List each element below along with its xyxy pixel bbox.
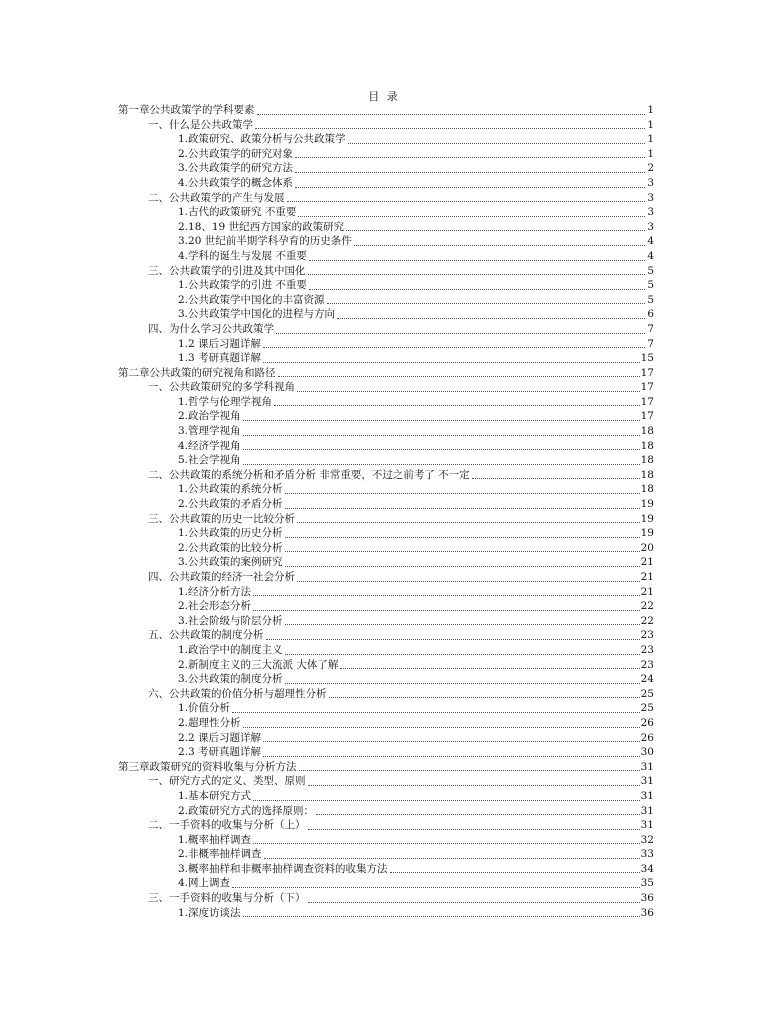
toc-entry-text: 1.政策研究、政策分析与公共政策学 <box>178 133 346 146</box>
toc-entry-text: 六、公共政策的价值分析与超理性分析 <box>148 687 327 700</box>
dot-leader <box>327 303 645 304</box>
dot-leader <box>285 566 640 567</box>
toc-subsection-entry[interactable] <box>118 424 654 439</box>
dot-leader <box>309 289 645 290</box>
toc-page-number: 24 <box>640 673 654 686</box>
dot-leader <box>337 318 645 319</box>
toc-entry-text: 二、公共政策的系统分析和矛盾分析 非常重要，不过之前考了 不一定 <box>148 468 470 481</box>
dot-leader <box>297 391 640 392</box>
toc-subsection-entry[interactable] <box>118 307 654 322</box>
toc-page-number: 2 <box>647 162 654 175</box>
dot-leader <box>297 581 640 582</box>
toc-page-number: 17 <box>640 410 654 423</box>
dot-leader <box>308 902 640 903</box>
toc-subsection-entry[interactable] <box>118 614 654 629</box>
toc-page-number: 31 <box>640 804 654 817</box>
toc-page-number: 20 <box>640 541 654 554</box>
toc-section-entry[interactable] <box>118 191 654 206</box>
toc-entry-text: 2.公共政策学中国化的丰富资源 <box>178 293 325 306</box>
toc-subsection-entry[interactable] <box>118 249 654 264</box>
dot-leader <box>274 405 640 406</box>
toc-subsection-entry[interactable] <box>118 541 654 556</box>
toc-subsection-entry[interactable] <box>118 745 654 760</box>
dot-leader <box>309 260 645 261</box>
toc-entry-text: 2.政策研究方式的选择原则： <box>178 804 315 817</box>
toc-section-entry[interactable] <box>118 264 654 279</box>
toc-entry-text: 2.公共政策的矛盾分析 <box>178 498 283 511</box>
toc-entry-text: 3.公共政策的制度分析 <box>178 673 283 686</box>
dot-leader <box>472 478 640 479</box>
toc-entry-text: 一、公共政策研究的多学科视角 <box>148 381 295 394</box>
toc-page-number: 18 <box>640 468 654 481</box>
toc-entry-text: 一、什么是公共政策学 <box>148 118 253 131</box>
dot-leader <box>266 639 640 640</box>
toc-subsection-entry[interactable] <box>118 132 654 147</box>
toc-entry-text: 3.社会阶级与阶层分析 <box>178 614 283 627</box>
toc-page-number: 17 <box>640 395 654 408</box>
dot-leader <box>308 274 646 275</box>
toc-entry-text: 1.基本研究方式 <box>178 789 252 802</box>
toc-page-number: 3 <box>647 206 654 219</box>
toc-page-number: 31 <box>640 760 654 773</box>
toc-page-number: 3 <box>647 220 654 233</box>
toc-subsection-entry[interactable] <box>118 395 654 410</box>
dot-leader <box>243 727 640 728</box>
toc-page-number: 33 <box>640 848 654 861</box>
toc-section-entry[interactable] <box>118 322 654 337</box>
toc-entry-text: 2.2 课后习题详解 <box>178 731 262 744</box>
toc-entry-text: 2.3 考研真题详解 <box>178 746 262 759</box>
toc-page-number: 6 <box>647 308 654 321</box>
toc-page-number: 4 <box>647 235 654 248</box>
toc-entry-text: 一、研究方式的定义、类型、原则 <box>148 775 306 788</box>
toc-subsection-entry[interactable] <box>118 906 654 921</box>
toc-entry-text: 5.社会学视角 <box>178 454 241 467</box>
toc-section-entry[interactable] <box>118 628 654 643</box>
toc-entry-text: 3.管理学视角 <box>178 425 241 438</box>
toc-subsection-entry[interactable] <box>118 497 654 512</box>
toc-page-number: 25 <box>640 702 654 715</box>
toc-page-number: 26 <box>640 716 654 729</box>
dot-leader <box>255 128 645 129</box>
toc-entry-text: 3.公共政策学中国化的进程与方向 <box>178 308 336 321</box>
toc-section-entry[interactable] <box>118 818 654 833</box>
toc-section-entry[interactable] <box>118 774 654 789</box>
toc-page-number: 23 <box>640 643 654 656</box>
toc-subsection-entry[interactable] <box>118 526 654 541</box>
toc-entry-text: 第二章公共政策的研究视角和路径 <box>118 366 276 379</box>
toc-subsection-entry[interactable] <box>118 672 654 687</box>
dot-leader <box>295 172 645 173</box>
toc-subsection-entry[interactable] <box>118 482 654 497</box>
dot-leader <box>287 201 646 202</box>
dot-leader <box>354 245 645 246</box>
toc-subsection-entry[interactable] <box>118 409 654 424</box>
toc-subsection-entry[interactable] <box>118 789 654 804</box>
toc-page-number: 19 <box>640 527 654 540</box>
toc-subsection-entry[interactable] <box>118 439 654 454</box>
dot-leader <box>329 697 640 698</box>
dot-leader <box>253 800 640 801</box>
toc-title: 目 录 <box>368 90 400 103</box>
toc-page-number: 18 <box>640 439 654 452</box>
toc-entry-text: 1.政治学中的制度主义 <box>178 643 283 656</box>
toc-subsection-entry[interactable] <box>118 176 654 191</box>
toc-entry-text: 3.公共政策学的研究方法 <box>178 162 294 175</box>
dot-leader <box>253 843 640 844</box>
toc-entry-text: 2.社会形态分析 <box>178 600 252 613</box>
toc-section-entry[interactable] <box>118 380 654 395</box>
toc-subsection-entry[interactable] <box>118 804 654 819</box>
toc-page-number: 17 <box>640 381 654 394</box>
toc-subsection-entry[interactable] <box>118 161 654 176</box>
toc-entry-text: 4.经济学视角 <box>178 439 241 452</box>
toc-page-number: 35 <box>640 877 654 890</box>
toc-entry-text: 1.公共政策的系统分析 <box>178 483 283 496</box>
toc-page-number: 15 <box>640 352 654 365</box>
toc-entry-text: 4.公共政策学的概念体系 <box>178 176 294 189</box>
toc-page-number: 1 <box>647 147 654 160</box>
dot-leader <box>346 230 645 231</box>
toc-page-number: 22 <box>640 600 654 613</box>
toc-entry-text: 1.3 考研真题详解 <box>178 352 262 365</box>
toc-page-number: 23 <box>640 629 654 642</box>
dot-leader <box>263 362 640 363</box>
toc-page-number: 18 <box>640 425 654 438</box>
toc-chapter-entry[interactable] <box>118 366 654 381</box>
toc-page-number: 22 <box>640 614 654 627</box>
dot-leader <box>278 376 640 377</box>
toc-section-entry[interactable] <box>118 570 654 585</box>
toc-subsection-entry[interactable] <box>118 220 654 235</box>
toc-subsection-entry[interactable] <box>118 555 654 570</box>
toc-entry-text: 三、公共政策学的引进及其中国化 <box>148 264 306 277</box>
toc-page-number: 26 <box>640 731 654 744</box>
toc-page-number: 21 <box>640 571 654 583</box>
dot-leader <box>253 595 640 596</box>
toc-page-number: 31 <box>640 819 654 832</box>
dot-leader <box>243 464 640 465</box>
toc-page-number: 32 <box>640 833 654 846</box>
toc-section-entry[interactable] <box>118 468 654 483</box>
dot-leader <box>285 654 640 655</box>
dot-leader <box>299 770 640 771</box>
toc-entry-text: 3.20 世纪前半期学科孕育的历史条件 <box>178 235 352 248</box>
table-of-contents <box>118 103 654 920</box>
toc-chapter-entry[interactable] <box>118 103 654 118</box>
dot-leader <box>285 624 640 625</box>
toc-subsection-entry[interactable] <box>118 205 654 220</box>
toc-entry-text: 三、一手资料的收集与分析（下） <box>148 892 306 905</box>
dot-leader <box>263 756 640 757</box>
toc-entry-text: 1.深度访谈法 <box>178 906 241 919</box>
toc-page-number: 18 <box>640 483 654 496</box>
toc-entry-text: 1.2 课后习题详解 <box>178 337 262 350</box>
dot-leader <box>285 508 640 509</box>
toc-subsection-entry[interactable] <box>118 337 654 352</box>
toc-page-number: 25 <box>640 687 654 700</box>
dot-leader <box>263 347 645 348</box>
toc-page-number: 5 <box>647 279 654 292</box>
toc-page-number: 23 <box>640 658 654 671</box>
toc-section-entry[interactable] <box>118 118 654 133</box>
toc-page-number: 5 <box>647 264 654 277</box>
toc-page-number: 19 <box>640 512 654 525</box>
toc-entry-text: 4.学科的诞生与发展 不重要 <box>178 249 307 262</box>
dot-leader <box>243 916 640 917</box>
toc-page-number: 1 <box>647 118 654 131</box>
toc-entry-text: 4.网上调查 <box>178 877 231 890</box>
toc-page-number: 7 <box>647 322 654 335</box>
toc-entry-text: 2.政治学视角 <box>178 410 241 423</box>
toc-subsection-entry[interactable] <box>118 234 654 249</box>
dot-leader <box>276 333 645 334</box>
toc-subsection-entry[interactable] <box>118 731 654 746</box>
toc-subsection-entry[interactable] <box>118 278 654 293</box>
dot-leader <box>348 143 645 144</box>
dot-leader <box>232 887 640 888</box>
toc-subsection-entry[interactable] <box>118 293 654 308</box>
toc-entry-text: 1.概率抽样调查 <box>178 833 252 846</box>
dot-leader <box>257 114 646 115</box>
toc-page-number: 3 <box>647 191 654 204</box>
dot-leader <box>264 858 640 859</box>
toc-page-number: 36 <box>640 892 654 905</box>
toc-subsection-entry[interactable] <box>118 833 654 848</box>
toc-subsection-entry[interactable] <box>118 862 654 877</box>
toc-page-number: 31 <box>640 775 654 788</box>
toc-subsection-entry[interactable] <box>118 701 654 716</box>
toc-entry-text: 四、为什么学习公共政策学 <box>148 322 274 335</box>
toc-entry-text: 二、一手资料的收集与分析（上） <box>148 819 306 832</box>
toc-chapter-entry[interactable] <box>118 760 654 775</box>
dot-leader <box>295 187 645 188</box>
toc-page-number: 1 <box>647 104 654 116</box>
dot-leader <box>390 872 640 873</box>
toc-page-number: 30 <box>640 746 654 759</box>
toc-page-number: 1 <box>647 133 654 146</box>
toc-entry-text: 二、公共政策学的产生与发展 <box>148 191 285 204</box>
toc-subsection-entry[interactable] <box>118 599 654 614</box>
dot-leader <box>295 157 645 158</box>
toc-entry-text: 2.新制度主义的三大流派 大体了解 <box>178 658 339 671</box>
dot-leader <box>297 522 640 523</box>
toc-entry-text: 五、公共政策的制度分析 <box>148 629 264 642</box>
toc-page-number: 21 <box>640 556 654 569</box>
toc-page-number: 18 <box>640 454 654 467</box>
dot-leader <box>232 712 640 713</box>
toc-subsection-entry[interactable] <box>118 716 654 731</box>
toc-entry-text: 1.价值分析 <box>178 702 231 715</box>
toc-section-entry[interactable] <box>118 687 654 702</box>
toc-entry-text: 2.公共政策学的研究对象 <box>178 147 294 160</box>
toc-subsection-entry[interactable] <box>118 453 654 468</box>
toc-entry-text: 1.古代的政策研究 不重要 <box>178 206 297 219</box>
toc-subsection-entry[interactable] <box>118 658 654 673</box>
toc-entry-text: 第三章政策研究的资料收集与分析方法 <box>118 760 297 773</box>
dot-leader <box>253 610 640 611</box>
toc-entry-text: 2.非概率抽样调查 <box>178 848 262 861</box>
dot-leader <box>285 493 640 494</box>
toc-entry-text: 1.公共政策学的引进 不重要 <box>178 279 307 292</box>
toc-entry-text: 四、公共政策的经济一社会分析 <box>148 571 295 583</box>
toc-subsection-entry[interactable] <box>118 585 654 600</box>
dot-leader <box>243 449 640 450</box>
toc-subsection-entry[interactable] <box>118 643 654 658</box>
dot-leader <box>285 551 640 552</box>
toc-entry-text: 1.经济分析方法 <box>178 585 252 598</box>
toc-entry-text: 3.概率抽样和非概率抽样调查资料的收集方法 <box>178 862 388 875</box>
dot-leader <box>285 537 640 538</box>
toc-entry-text: 1.公共政策的历史分析 <box>178 527 283 540</box>
dot-leader <box>298 216 645 217</box>
toc-entry-text: 三、公共政策的历史一比较分析 <box>148 512 295 525</box>
toc-entry-text: 3.公共政策的案例研究 <box>178 556 283 569</box>
toc-entry-text: 2.公共政策的比较分析 <box>178 541 283 554</box>
toc-entry-text: 第一章公共政策学的学科要素 <box>118 104 255 116</box>
toc-page-number: 17 <box>640 366 654 379</box>
toc-subsection-entry[interactable] <box>118 876 654 891</box>
toc-subsection-entry[interactable] <box>118 351 654 366</box>
toc-subsection-entry[interactable] <box>118 147 654 162</box>
dot-leader <box>243 435 640 436</box>
toc-entry-text: 2.18、19 世纪西方国家的政策研究 <box>178 220 345 233</box>
toc-page-number: 34 <box>640 862 654 875</box>
toc-entry-text: 2.超理性分析 <box>178 716 241 729</box>
toc-section-entry[interactable] <box>118 891 654 906</box>
dot-leader <box>340 668 639 669</box>
dot-leader <box>316 814 640 815</box>
toc-page-number: 19 <box>640 498 654 511</box>
toc-page-number: 21 <box>640 585 654 598</box>
toc-page-number: 31 <box>640 789 654 802</box>
toc-page-number: 3 <box>647 176 654 189</box>
dot-leader <box>243 420 640 421</box>
dot-leader <box>308 785 640 786</box>
toc-page-number: 4 <box>647 249 654 262</box>
toc-section-entry[interactable] <box>118 512 654 527</box>
toc-entry-text: 1.哲学与伦理学视角 <box>178 395 273 408</box>
dot-leader <box>285 683 640 684</box>
dot-leader <box>263 741 640 742</box>
toc-page-number: 5 <box>647 293 654 306</box>
dot-leader <box>308 829 640 830</box>
toc-page-number: 7 <box>647 337 654 350</box>
toc-page-number: 36 <box>640 906 654 919</box>
toc-subsection-entry[interactable] <box>118 847 654 862</box>
